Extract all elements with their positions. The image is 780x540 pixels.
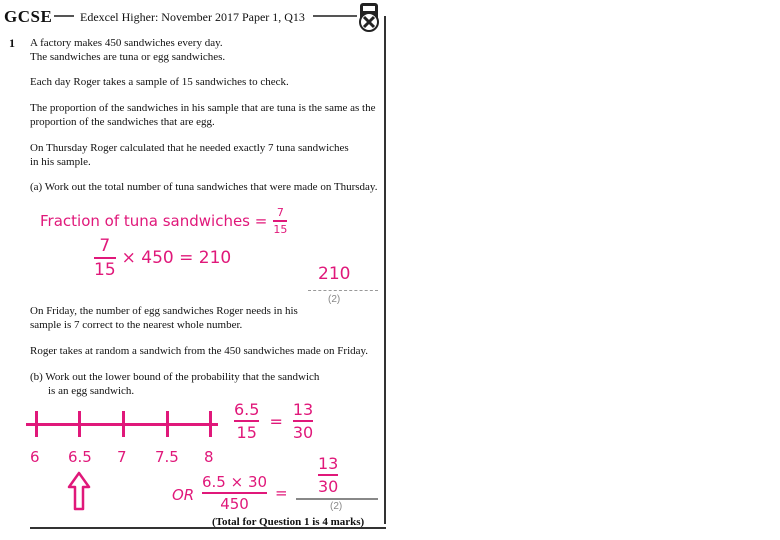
gcse-logo: GCSE [4, 7, 53, 26]
fraction-denominator: 30 [318, 477, 339, 496]
no-calculator-icon [357, 2, 381, 32]
total-marks: (Total for Question 1 is 4 marks) [212, 516, 365, 528]
answer-a: 210 [318, 264, 351, 284]
question-friday-line-1: On Friday, the number of egg sandwiches Roger needs in his [30, 305, 298, 317]
question-part-a: (a) Work out the total number of tuna sandwiches that were made on Thursday. [30, 181, 378, 193]
number-line-tick [166, 411, 169, 437]
question-frame-right [384, 16, 386, 524]
question-intro-line-2: The sandwiches are tuna or egg sandwiches. [30, 51, 226, 63]
number-line-label: 7 [117, 448, 127, 466]
simplified-fraction [293, 400, 313, 442]
question-part-b-line-2: is an egg sandwich. [48, 385, 135, 397]
fraction-bar [202, 492, 267, 494]
fraction-numerator: 6.5 × 30 [202, 473, 268, 491]
page-title: Edexcel Higher: November 2017 Paper 1, Q13 [80, 10, 305, 24]
fraction-bar [293, 420, 313, 422]
up-arrow-icon [66, 471, 92, 511]
alternative-working [202, 473, 288, 513]
probability-working [234, 400, 313, 442]
fraction-denominator: 450 [220, 495, 249, 513]
answer-a-line [308, 290, 378, 291]
answer-b-fraction [318, 454, 338, 496]
question-sample: Each day Roger takes a sample of 15 sandwiches to check. [30, 76, 289, 88]
header-rule-left [54, 15, 74, 17]
or-label: OR [172, 486, 195, 504]
question-thursday-line-1: On Thursday Roger calculated that he needed exactly 7 tuna sandwiches [30, 142, 349, 154]
marks-b: (2) [330, 501, 343, 512]
equals-sign: = [269, 411, 283, 431]
fraction-denominator: 15 [273, 223, 288, 236]
tuna-fraction-working [40, 206, 287, 236]
fraction-numerator: 7 [276, 206, 284, 219]
answer-b [318, 454, 338, 496]
fraction-numerator: 7 [99, 236, 111, 256]
tuna-fraction-label: Fraction of tuna sandwiches = [40, 212, 268, 230]
number-line-tick [35, 411, 38, 437]
alternative-fraction [202, 473, 267, 513]
number-line-tick [209, 411, 212, 437]
fraction-denominator: 15 [94, 260, 116, 280]
tuna-fraction [273, 206, 287, 236]
question-part-b-line-1: (b) Work out the lower bound of the probability that the sandwich [30, 371, 320, 383]
marks-a: (2) [328, 294, 341, 305]
number-line-tick [78, 411, 81, 437]
question-proportion-line-1: The proportion of the sandwiches in his sample that are tuna is the same as the [30, 102, 376, 114]
question-intro-line-1: A factory makes 450 sandwiches every day. [30, 37, 223, 49]
number-line-label: 7.5 [155, 448, 179, 466]
question-random: Roger takes at random a sandwich from the 450 sandwiches made on Friday. [30, 345, 369, 357]
number-line-tick [122, 411, 125, 437]
equals-sign: = [275, 484, 288, 502]
header-rule-right [313, 15, 357, 17]
number-line-label: 8 [204, 448, 214, 466]
fraction-numerator: 13 [292, 400, 314, 419]
fraction-bar [318, 474, 338, 476]
question-friday-line-2: sample is 7 correct to the nearest whole number. [30, 319, 243, 331]
number-line-label: 6.5 [68, 448, 92, 466]
calc-rest: × 450 = 210 [121, 248, 232, 268]
probability-fraction [234, 400, 259, 442]
fraction-denominator: 15 [236, 423, 257, 442]
fraction-denominator: 30 [292, 423, 314, 442]
question-proportion-line-2: proportion of the sandwiches that are egg. [30, 116, 215, 128]
fraction-numerator: 6.5 [234, 400, 260, 419]
fraction-bar [234, 420, 259, 422]
fraction-bar [273, 220, 287, 222]
question-thursday-line-2: in his sample. [30, 156, 91, 168]
fraction-numerator: 13 [318, 454, 339, 473]
fraction-bar [94, 257, 116, 259]
number-line-label: 6 [30, 448, 40, 466]
calc-fraction [94, 236, 116, 280]
answer-b-line [296, 498, 378, 500]
question-number: 1 [9, 36, 15, 50]
tuna-calculation [94, 236, 231, 280]
